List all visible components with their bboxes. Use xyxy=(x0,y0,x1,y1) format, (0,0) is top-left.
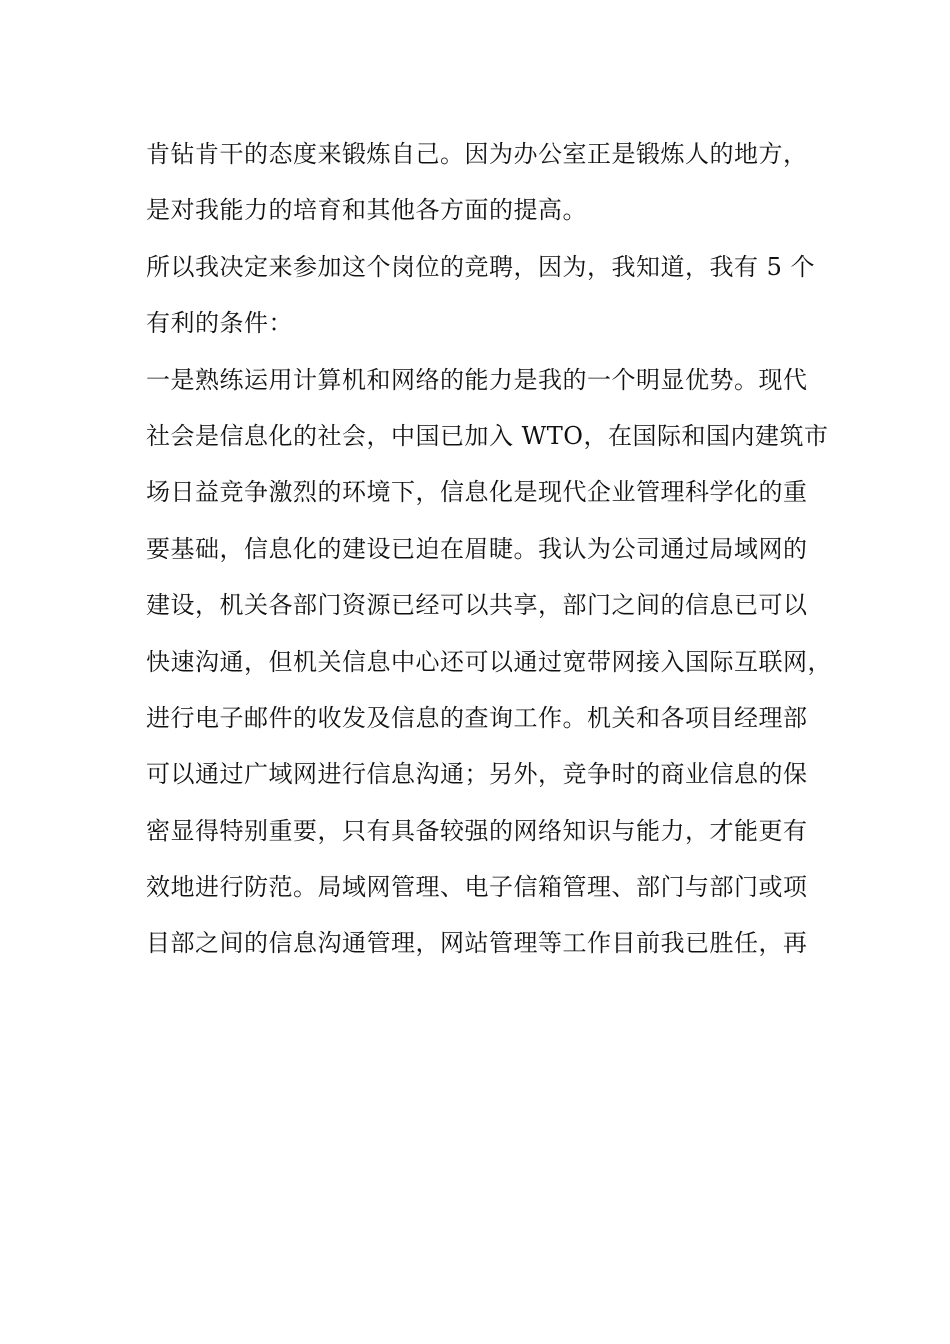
text-line-1: 肯钻肯干的态度来锻炼自己。因为办公室正是锻炼人的地方， xyxy=(146,140,808,168)
text-line-5: 一是熟练运用计算机和网络的能力是我的一个明显优势。现代 xyxy=(146,365,808,394)
body-text xyxy=(146,126,832,972)
text-line-3: 所以我决定来参加这个岗位的竞聘，因为，我知道，我有 5 个 xyxy=(146,252,816,281)
text-line-2: 是对我能力的培育和其他各方面的提高。 xyxy=(146,196,587,225)
text-line-14: 效地进行防范。局域网管理、电子信箱管理、部门与部门或项 xyxy=(146,873,808,902)
text-line-6: 社会是信息化的社会，中国已加入 WTO，在国际和国内建筑市 xyxy=(146,421,829,450)
text-line-13: 密显得特别重要，只有具备较强的网络知识与能力，才能更有 xyxy=(146,816,808,845)
text-line-8: 要基础，信息化的建设已迫在眉睫。我认为公司通过局域网的 xyxy=(146,534,808,563)
text-line-7: 场日益竞争激烈的环境下，信息化是现代企业管理科学化的重 xyxy=(146,478,808,507)
text-line-10: 快速沟通，但机关信息中心还可以通过宽带网接入国际互联网， xyxy=(146,647,832,676)
text-line-4: 有利的条件： xyxy=(146,309,293,338)
text-line-12: 可以通过广域网进行信息沟通；另外，竞争时的商业信息的保 xyxy=(146,760,808,789)
text-line-9: 建设，机关各部门资源已经可以共享，部门之间的信息已可以 xyxy=(146,591,808,620)
text-line-11: 进行电子邮件的收发及信息的查询工作。机关和各项目经理部 xyxy=(146,703,808,732)
text-line-15: 目部之间的信息沟通管理，网站管理等工作目前我已胜任，再 xyxy=(146,929,808,958)
